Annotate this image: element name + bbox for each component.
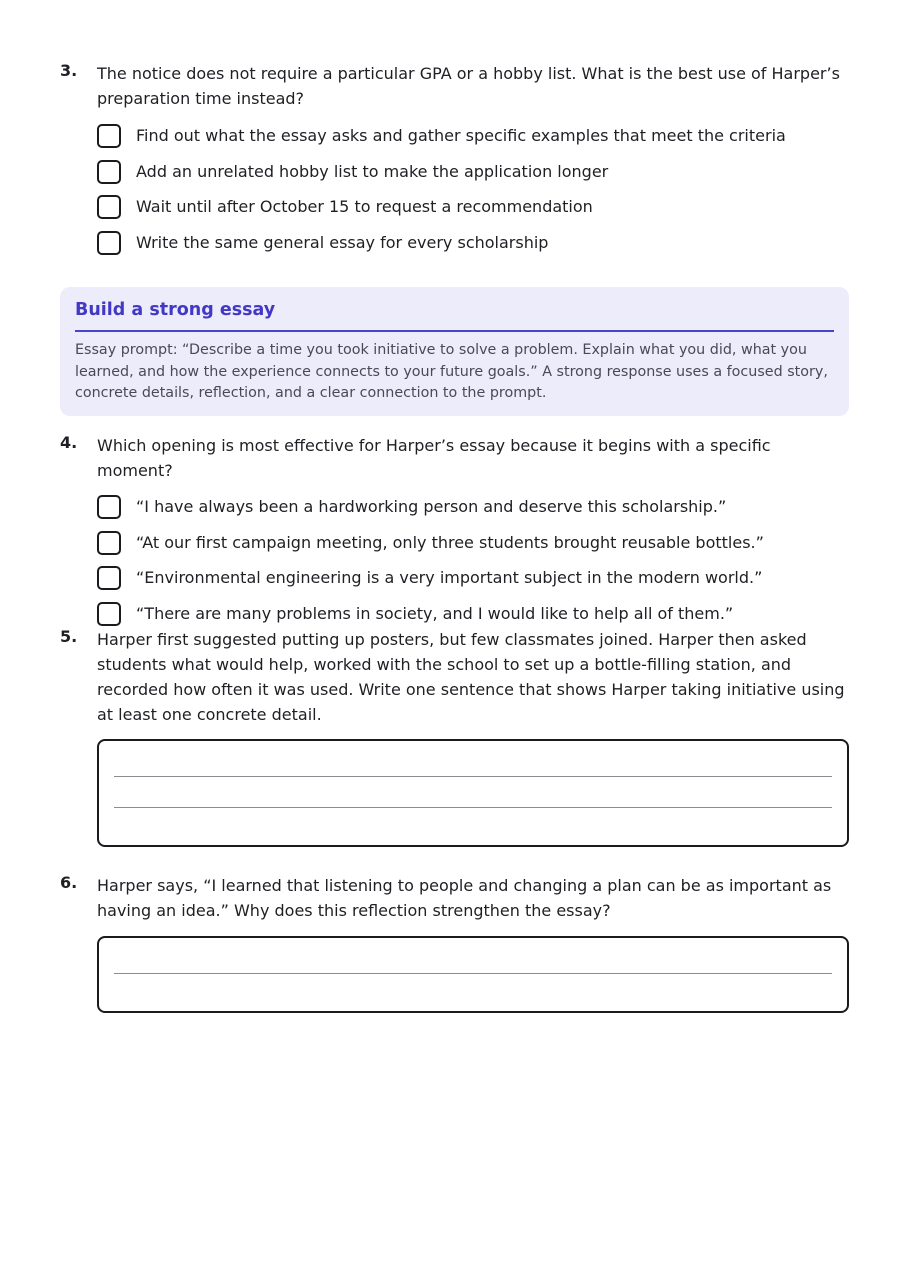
answer-box[interactable] [97, 739, 849, 847]
option-label: Add an unrelated hobby list to make the application longer [136, 161, 609, 181]
option-label: “I have always been a hardworking person and deserve this scholarship.” [136, 497, 727, 516]
question-text: The notice does not require a particular GPA or a hobby list. What is the best use of Harper’s preparation time instead? [97, 64, 840, 108]
question-number: 4. [60, 433, 78, 452]
option-row[interactable] [97, 124, 850, 160]
question-number: 3. [60, 61, 78, 80]
writing-line [114, 807, 832, 808]
question-3 [60, 61, 850, 266]
checkbox[interactable] [97, 124, 121, 148]
option-row[interactable] [97, 566, 850, 602]
question-6 [60, 873, 850, 923]
option-label: “Environmental engineering is a very important subject in the modern world.” [136, 568, 763, 587]
question-4 [60, 433, 850, 637]
option-label: Find out what the essay asks and gather specific examples that meet the criteria [136, 126, 786, 145]
answer-box[interactable] [97, 936, 849, 1013]
essay-tip-callout [60, 287, 849, 416]
question-number: 5. [60, 627, 78, 646]
option-label: “There are many problems in society, and I would like to help all of them.” [136, 603, 734, 623]
checkbox[interactable] [97, 531, 121, 555]
checkbox[interactable] [97, 231, 121, 255]
callout-title: Build a strong essay [75, 300, 276, 320]
callout-divider [75, 330, 834, 332]
checkbox[interactable] [97, 602, 121, 626]
checkbox[interactable] [97, 195, 121, 219]
checkbox[interactable] [97, 160, 121, 184]
question-5 [60, 627, 850, 727]
question-number: 6. [60, 873, 78, 892]
option-label: “At our first campaign meeting, only three students brought reusable bottles.” [136, 532, 764, 552]
option-row[interactable] [97, 531, 850, 567]
callout-body: Essay prompt: “Describe a time you took initiative to solve a problem. Explain what you did, what you learned, and how the experience connects to your future goals.” A strong response uses a focused story, concrete details, reflection, and a clear connection to the prompt. [75, 342, 828, 401]
option-row[interactable] [97, 495, 850, 531]
option-row[interactable] [97, 195, 850, 231]
writing-line [114, 776, 832, 777]
question-text: Harper first suggested putting up posters, but few classmates joined. Harper then asked students what would help, worked with the school to set up a bottle-filling station, and recorded how often it was used. Write one sentence that shows Harper taking initiative using at least one concrete detail. [97, 630, 845, 724]
checkbox[interactable] [97, 495, 121, 519]
option-row[interactable] [97, 160, 850, 196]
option-label: Write the same general essay for every scholarship [136, 232, 549, 252]
option-row[interactable] [97, 231, 850, 267]
question-text: Which opening is most effective for Harper’s essay because it begins with a specific moment? [97, 436, 771, 480]
option-label: Wait until after October 15 to request a recommendation [136, 197, 593, 216]
checkbox[interactable] [97, 566, 121, 590]
writing-line [114, 973, 832, 974]
question-text: Harper says, “I learned that listening to people and changing a plan can be as important as having an idea.” Why does this reflection strengthen the essay? [97, 876, 832, 920]
